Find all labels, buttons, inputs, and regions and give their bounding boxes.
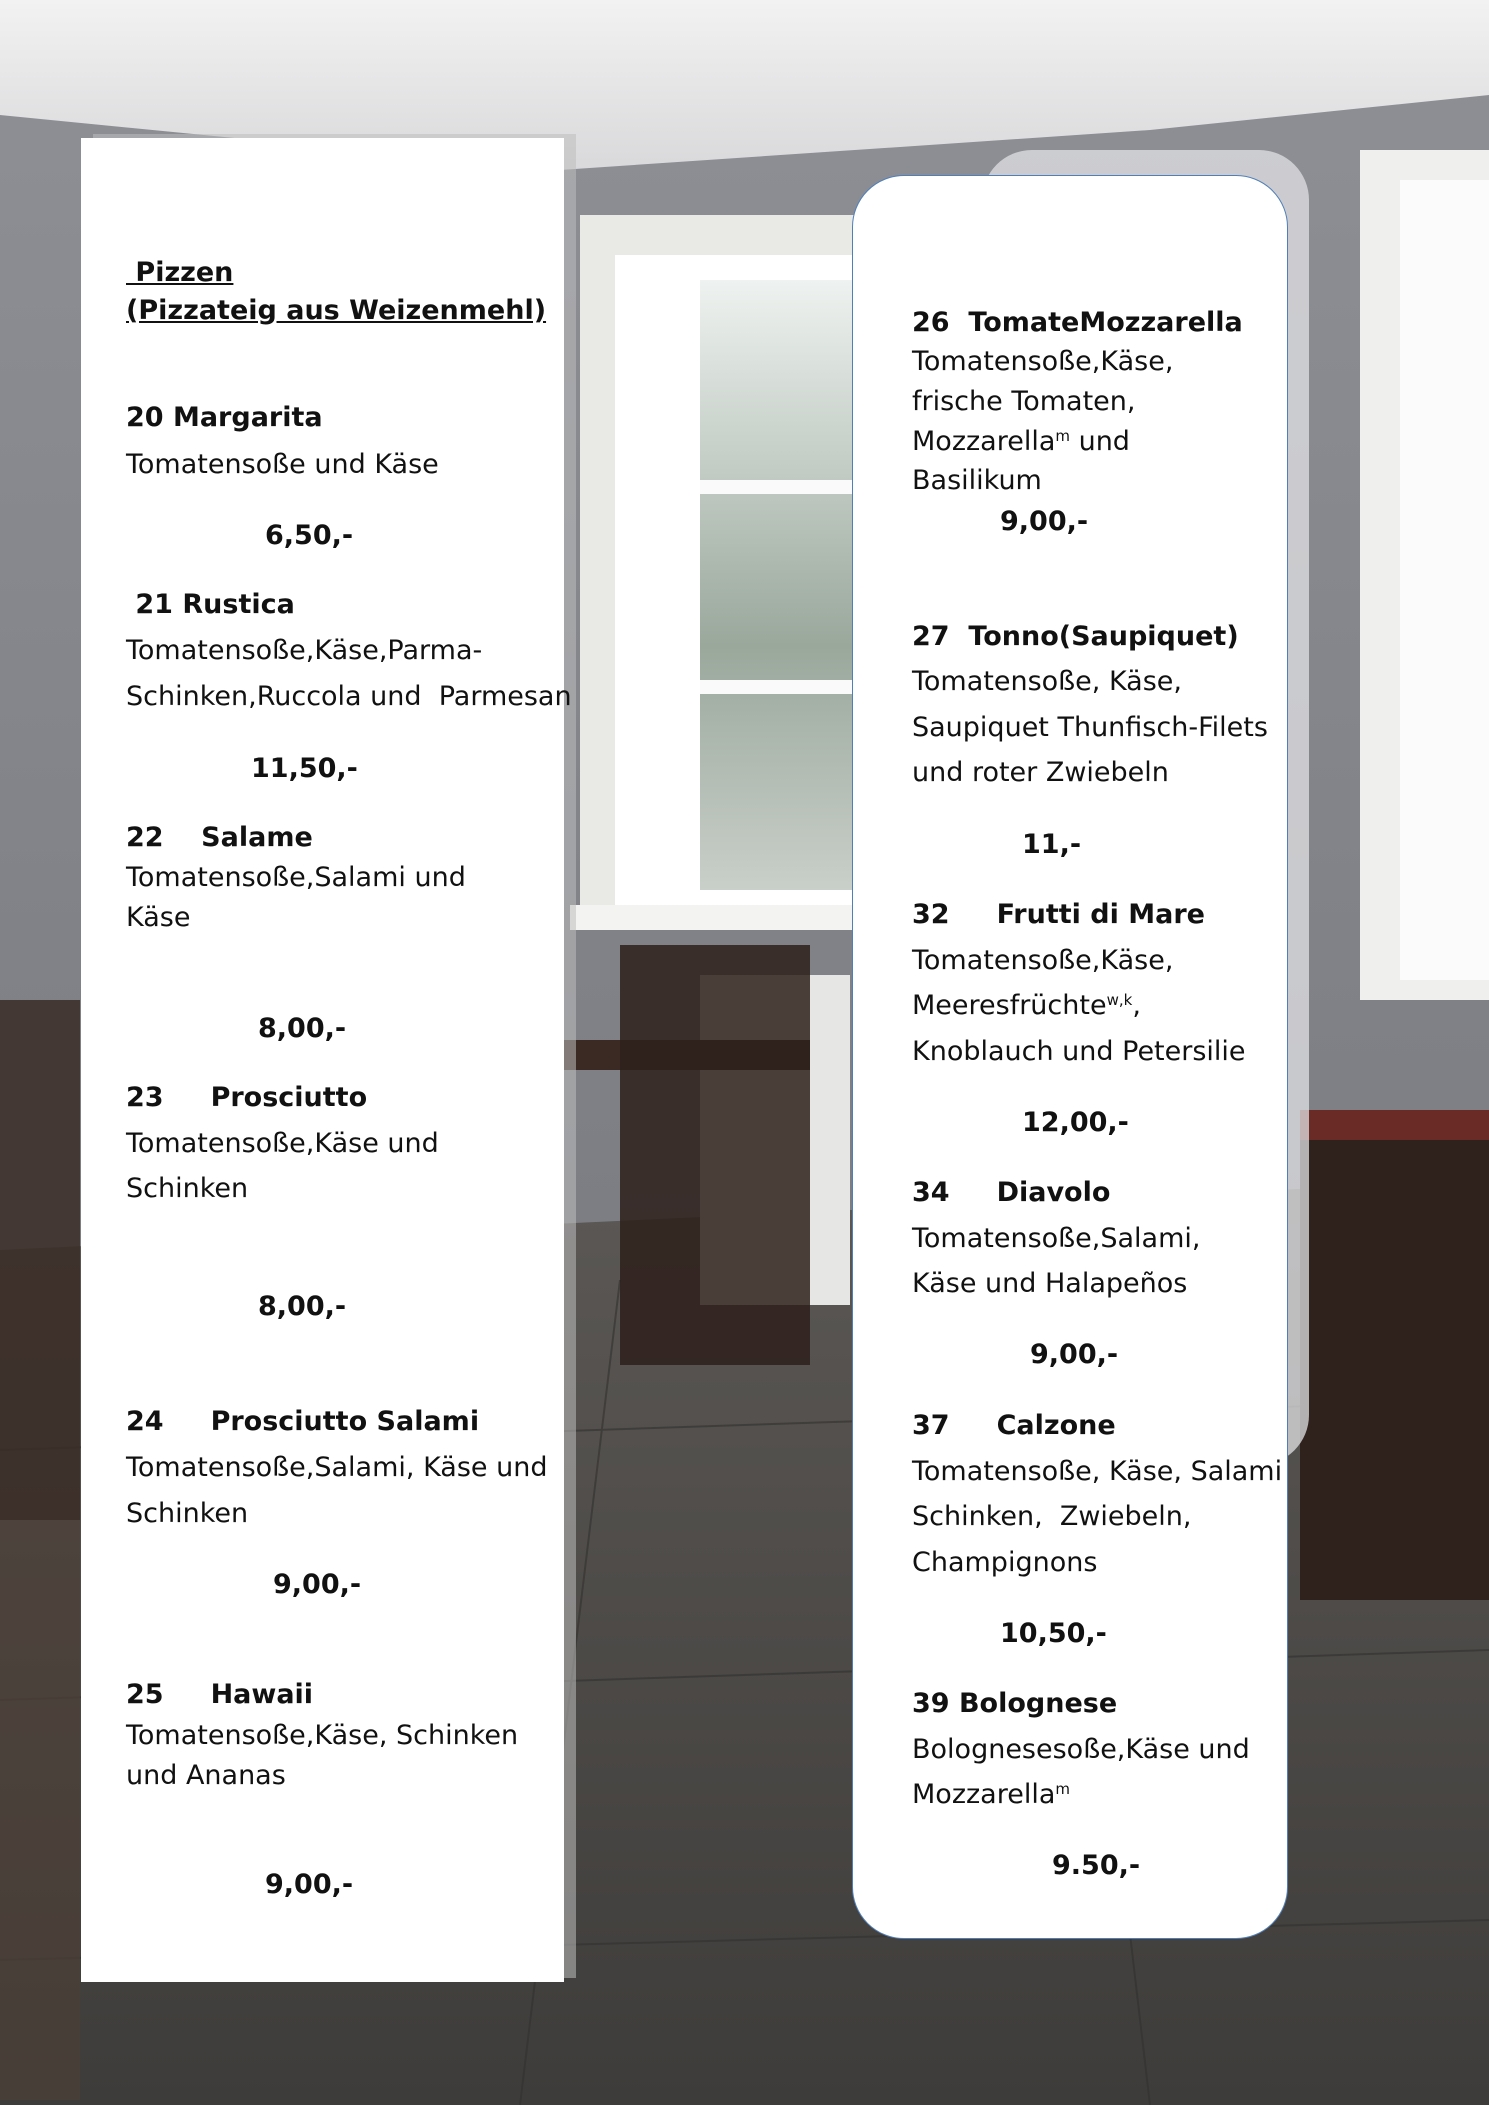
item-desc-32-line3: Knoblauch und Petersilie [912, 1036, 1246, 1067]
item-price-27: 11,- [1022, 829, 1082, 860]
item-desc-22-line2: Käse [126, 902, 191, 933]
item-name-24: 24 Prosciutto Salami [126, 1406, 480, 1437]
item-price-21: 11,50,- [251, 753, 358, 784]
item-price-37: 10,50,- [1000, 1618, 1107, 1649]
allergen-sup-39: m [1055, 1780, 1070, 1798]
item-name-22: 22 Salame [126, 822, 313, 853]
allergen-sup-26: m [1055, 427, 1070, 445]
item-price-34: 9,00,- [1030, 1339, 1119, 1370]
item-name-26: 26 TomateMozzarella [912, 307, 1243, 338]
item-desc-27-line2: Saupiquet Thunfisch-Filets [912, 712, 1268, 743]
section-title: Pizzen [126, 257, 234, 288]
item-price-26: 9,00,- [1000, 506, 1089, 537]
item-name-34: 34 Diavolo [912, 1177, 1111, 1208]
item-name-39: 39 Bolognese [912, 1688, 1118, 1719]
item-name-37: 37 Calzone [912, 1410, 1116, 1441]
item-desc-27-line3: und roter Zwiebeln [912, 757, 1169, 788]
item-desc-39-line1: Bolognesesoße,Käse und [912, 1734, 1250, 1765]
item-desc-32-line1: Tomatensoße,Käse, [912, 945, 1174, 976]
item-desc-25-line2: und Ananas [126, 1760, 286, 1791]
item-desc-21-line1: Tomatensoße,Käse,Parma- [126, 635, 483, 666]
item-desc-37-line1: Tomatensoße, Käse, Salami [912, 1456, 1283, 1487]
item-desc-23-line2: Schinken [126, 1173, 249, 1204]
item-desc-22-line1: Tomatensoße,Salami und [126, 862, 466, 893]
item-desc-26-line4: Basilikum [912, 465, 1042, 496]
item-desc-34-line2: Käse und Halapeños [912, 1268, 1188, 1299]
item-name-21: 21 Rustica [126, 589, 295, 620]
item-price-22: 8,00,- [258, 1013, 347, 1044]
item-price-24: 9,00,- [273, 1569, 362, 1600]
item-desc-37-line3: Champignons [912, 1547, 1098, 1578]
item-price-39: 9.50,- [1052, 1850, 1141, 1881]
item-price-23: 8,00,- [258, 1291, 347, 1322]
allergen-sup-32: w,k [1106, 991, 1133, 1009]
item-name-20: 20 Margarita [126, 402, 323, 433]
item-price-20: 6,50,- [265, 520, 354, 551]
item-desc-34-line1: Tomatensoße,Salami, [912, 1223, 1201, 1254]
item-desc-26-line1: Tomatensoße,Käse, [912, 346, 1174, 377]
item-desc-23-line1: Tomatensoße,Käse und [126, 1128, 439, 1159]
item-name-27: 27 Tonno(Saupiquet) [912, 621, 1239, 652]
item-desc-26-line2: frische Tomaten, [912, 386, 1136, 417]
item-name-32: 32 Frutti di Mare [912, 899, 1205, 930]
item-name-23: 23 Prosciutto [126, 1082, 368, 1113]
item-desc-39-line2: Mozzarella$^m$ [912, 1779, 1070, 1810]
item-desc-26-line3: Mozzarella$^m$ und [912, 426, 1130, 457]
item-name-25: 25 Hawaii [126, 1679, 314, 1710]
item-desc-37-line2: Schinken, Zwiebeln, [912, 1501, 1192, 1532]
item-desc-25-line1: Tomatensoße,Käse, Schinken [126, 1720, 519, 1751]
item-desc-32-line2: Meeresfrüchte$^{w,k}$, [912, 990, 1141, 1021]
item-desc-21-line2: Schinken,Ruccola und Parmesan [126, 681, 572, 712]
item-price-32: 12,00,- [1022, 1107, 1129, 1138]
item-price-25: 9,00,- [265, 1869, 354, 1900]
item-desc-24-line1: Tomatensoße,Salami, Käse und [126, 1452, 548, 1483]
item-desc-24-line2: Schinken [126, 1498, 249, 1529]
item-desc-20: Tomatensoße und Käse [126, 449, 439, 480]
item-desc-27-line1: Tomatensoße, Käse, [912, 666, 1182, 697]
section-subtitle: (Pizzateig aus Weizenmehl) [126, 295, 547, 326]
